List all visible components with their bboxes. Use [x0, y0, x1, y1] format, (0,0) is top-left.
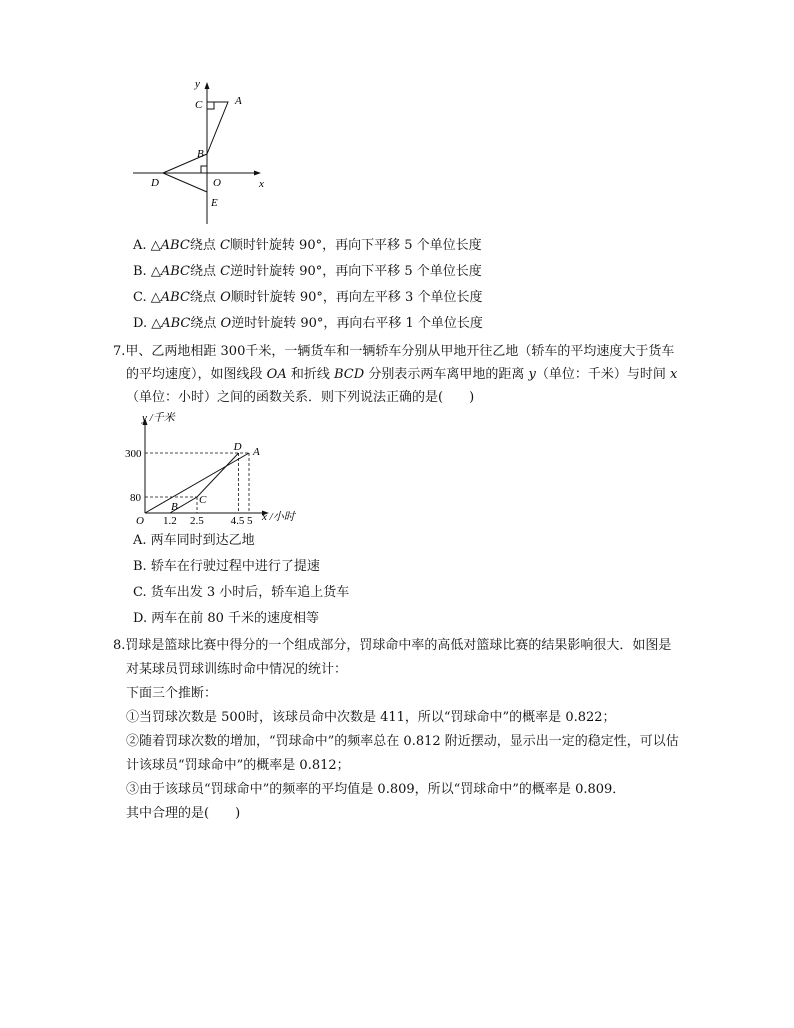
q6-option-d[interactable]: D. △ABC绕点 O逆时针旋转 90°，再向右平移 1 个单位长度 — [133, 316, 483, 331]
x-tick-2-5: 2.5 — [190, 515, 204, 527]
y-axis-arrow — [205, 82, 210, 89]
x-tick-5: 5 — [247, 515, 253, 527]
label-b: B — [197, 148, 204, 160]
label-d: D — [151, 177, 159, 189]
right-angle-c — [207, 102, 214, 109]
q7-option-c[interactable]: C. 货车出发 3 小时后，轿车追上货车 — [133, 585, 350, 600]
label-o: O — [213, 177, 221, 189]
x-tick-1-2: 1.2 — [162, 515, 177, 527]
y-tick-300: 300 — [125, 448, 142, 460]
y-axis-label: y /千米 — [142, 412, 175, 424]
q7-line-3: （单位：小时）之间的函数关系．则下列说法正确的是( ) — [126, 390, 475, 405]
q8-line-2: 对某球员罚球训练时命中情况的统计： — [126, 662, 348, 677]
x-tick-4-5: 4.5 — [230, 515, 245, 527]
q8-statement-2: ②随着罚球次数的增加，“罚球命中”的频率总在 0.812 附近摆动，显示出一定的稳定性，可以估 — [126, 734, 679, 749]
label-e: E — [211, 197, 218, 209]
q8-statement-1: ①当罚球次数是 500时，该球员命中次数是 411，所以“罚球命中”的概率是 0.822； — [126, 710, 616, 725]
q8-statement-2-cont: 计该球员“罚球命中”的概率是 0.812； — [126, 758, 350, 773]
q7-line-2: 的平均速度），如图线段 OA 和折线 BCD 分别表示两车离甲地的距离 y（单位：千米）与时间 x — [126, 367, 678, 382]
q7-distance-time-chart — [115, 412, 315, 530]
y-tick-80: 80 — [130, 492, 141, 504]
point-c: C — [199, 494, 207, 506]
label-c: C — [195, 99, 203, 111]
figure-rotation-diagram — [125, 72, 285, 232]
x-axis-arrow — [254, 171, 261, 176]
label-x: x — [259, 178, 264, 190]
q7-option-b[interactable]: B. 轿车在行驶过程中进行了提速 — [133, 559, 320, 574]
q7-line-1: 7.甲、乙两地相距 300千米，一辆货车和一辆轿车分别从甲地开往乙地（轿车的平均速度大于货车 — [113, 344, 675, 359]
q6-option-c[interactable]: C. △ABC绕点 O顺时针旋转 90°，再向左平移 3 个单位长度 — [133, 290, 483, 305]
x-axis-label: x /小时 — [262, 511, 295, 523]
point-b: B — [170, 501, 178, 513]
origin-label: O — [136, 515, 144, 527]
q8-question: 其中合理的是( ) — [126, 806, 241, 821]
q6-option-a[interactable]: A. △ABC绕点 C顺时针旋转 90°，再向下平移 5 个单位长度 — [133, 238, 482, 253]
right-angle-o — [201, 166, 207, 173]
segment-de — [163, 173, 207, 192]
q8-line-3: 下面三个推断： — [126, 686, 218, 701]
q8-statement-3: ③由于该球员“罚球命中”的频率的平均值是 0.809，所以“罚球命中”的概率是 0.809． — [126, 782, 626, 797]
q7-option-a[interactable]: A. 两车同时到达乙地 — [133, 533, 255, 548]
q6-option-b[interactable]: B. △ABC绕点 C逆时针旋转 90°，再向下平移 5 个单位长度 — [133, 264, 482, 279]
q8-line-1: 8.罚球是篮球比赛中得分的一个组成部分，罚球命中率的高低对篮球比赛的结果影响很大．如图是 — [113, 638, 672, 653]
q7-option-d[interactable]: D. 两车在前 80 千米的速度相等 — [133, 611, 320, 626]
label-y: y — [195, 78, 200, 90]
triangle-abc — [207, 102, 228, 154]
label-a: A — [235, 95, 242, 107]
point-d: D — [233, 441, 242, 453]
point-a: A — [253, 446, 260, 458]
